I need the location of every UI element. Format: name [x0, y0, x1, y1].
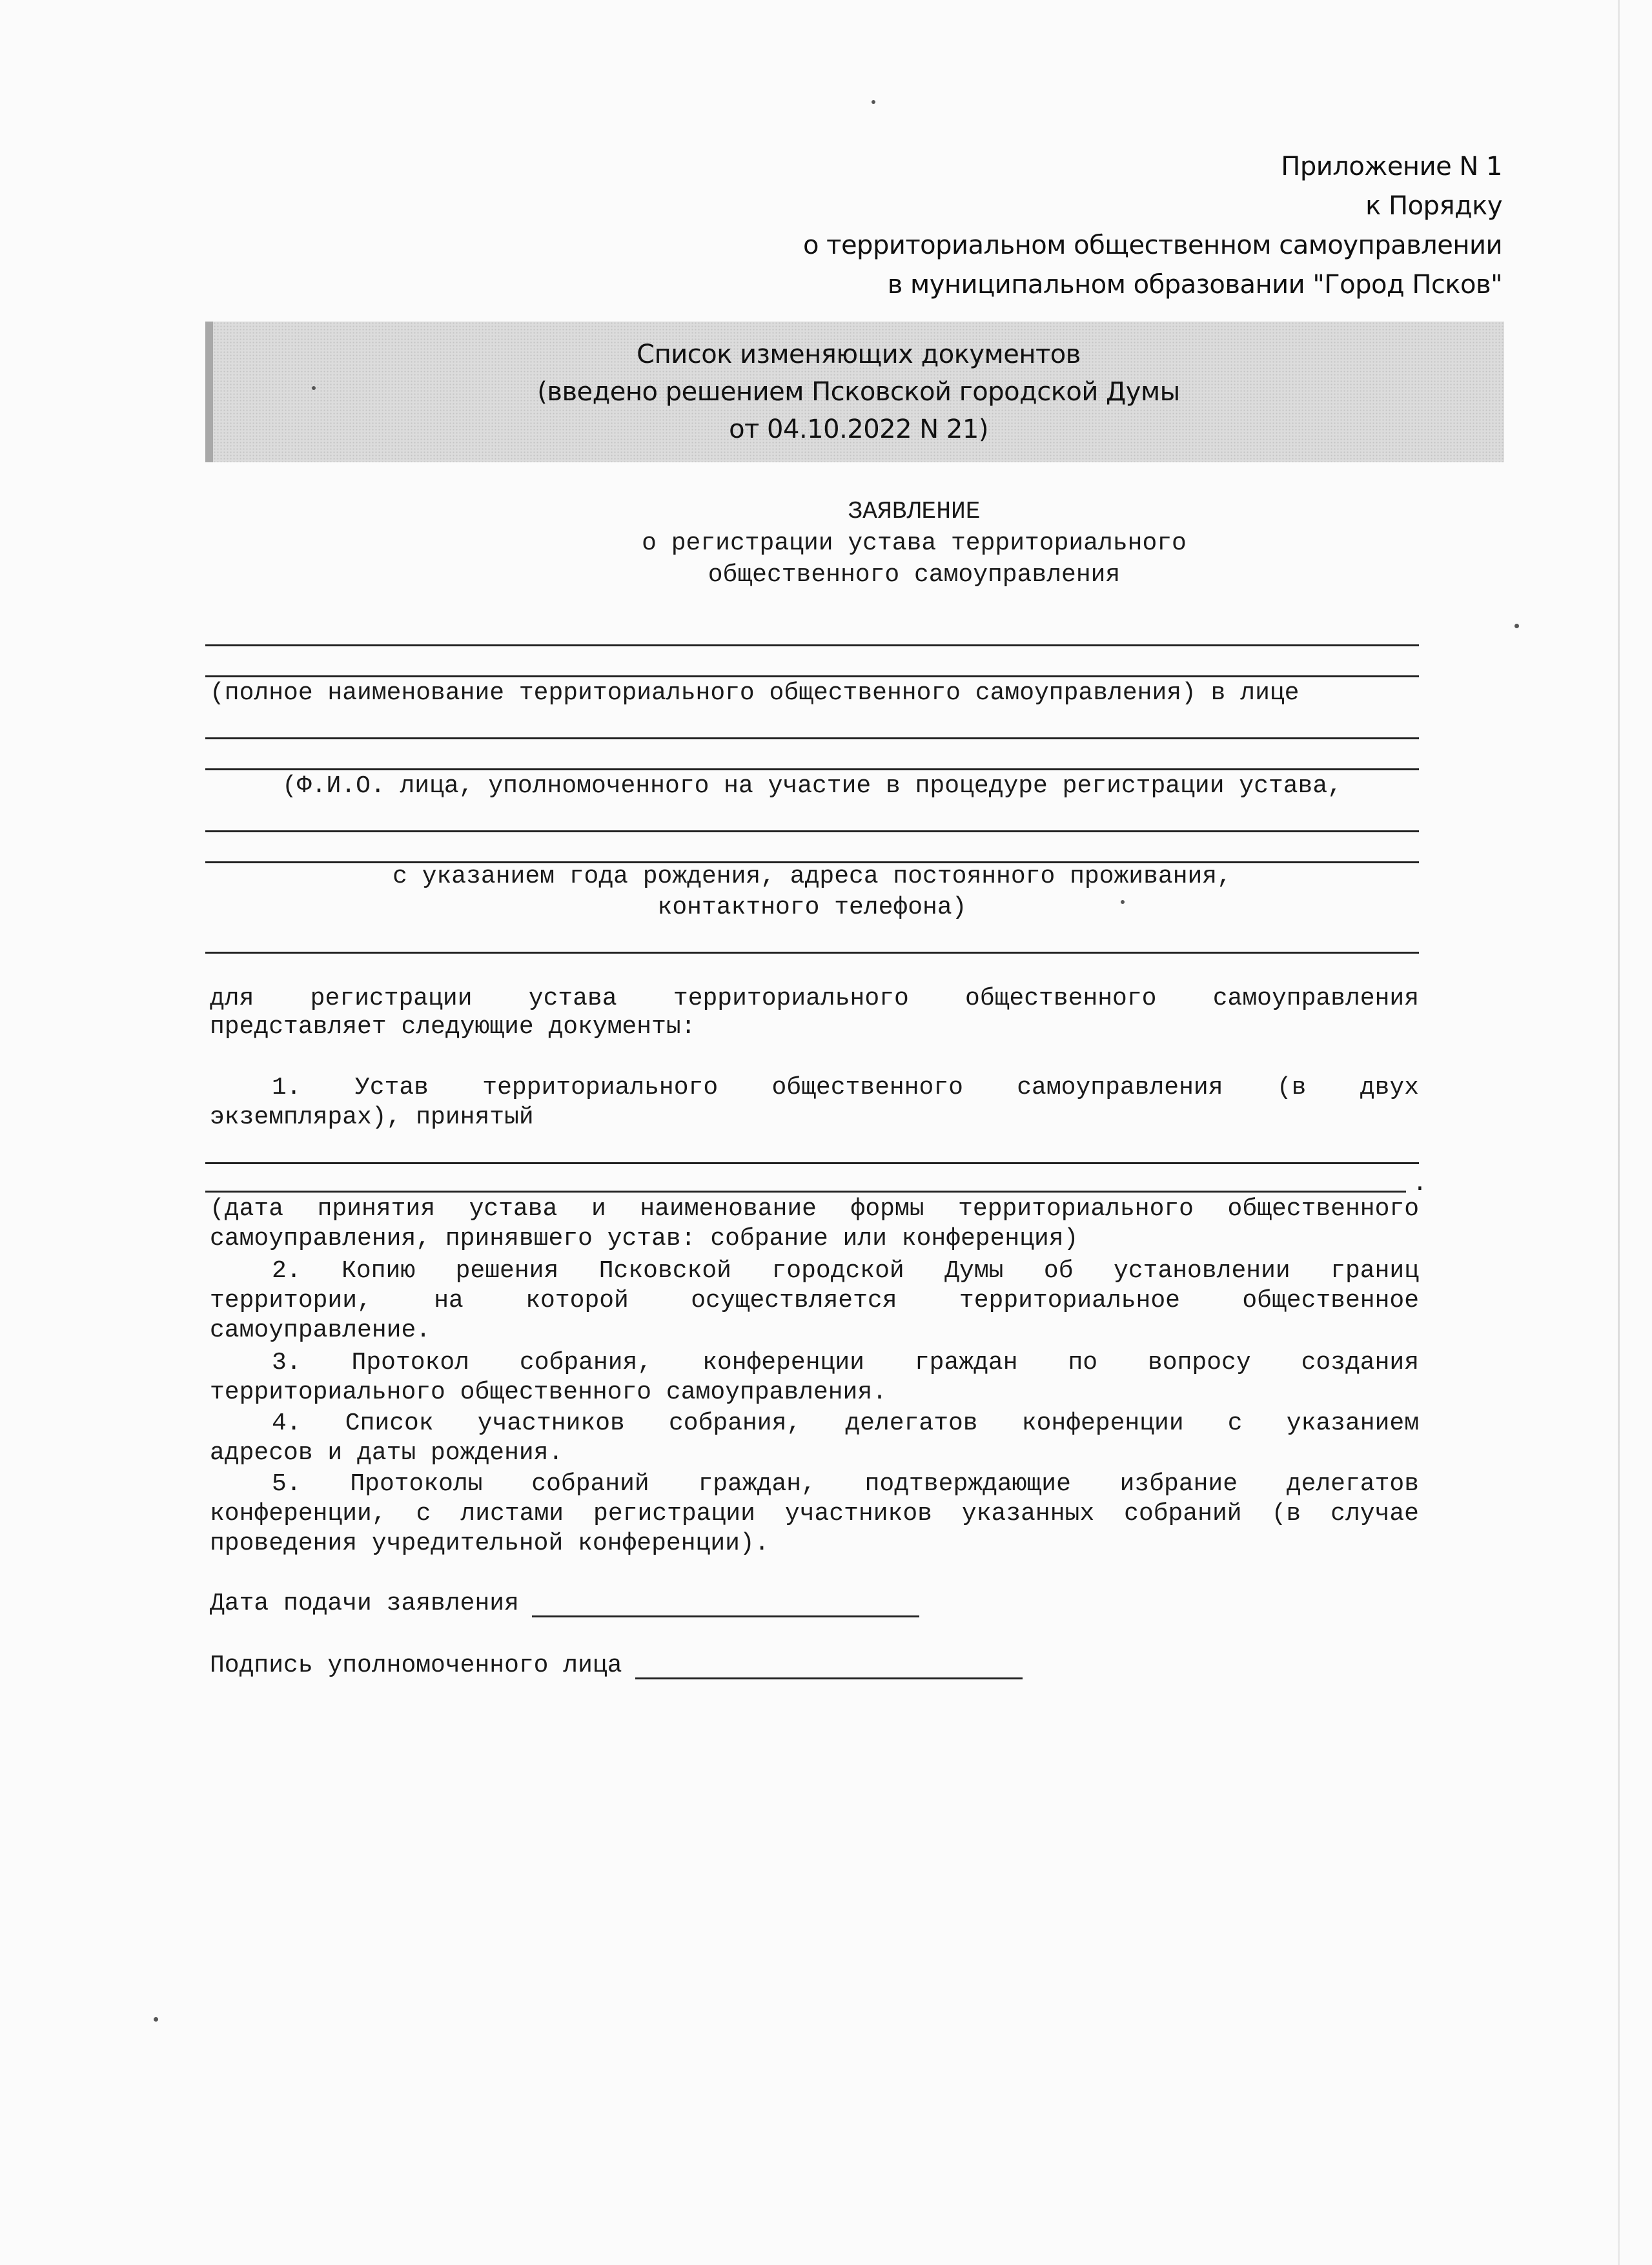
amendments-title: Список изменяющих документов — [637, 340, 1081, 369]
scan-speck — [872, 100, 875, 104]
amendments-date: от 04.10.2022 N 21) — [729, 415, 988, 444]
item-1-adopted-line-1[interactable] — [205, 1162, 1419, 1164]
item-4-line-2: адресов и даты рождения. — [210, 1439, 564, 1467]
scan-speck — [1514, 624, 1519, 628]
item-4-line-1: 4. Список участников собрания, делегатов конференции с указанием — [272, 1409, 1419, 1437]
title-heading: ЗАЯВЛЕНИЕ — [848, 498, 981, 526]
item-3-line-2: территориального общественного самоуправления. — [210, 1378, 887, 1406]
scan-speck — [312, 386, 316, 390]
date-field[interactable] — [532, 1590, 919, 1617]
date-row — [210, 1590, 919, 1617]
appendix-municipality: в муниципальном образовании "Город Псков" — [887, 270, 1502, 300]
tos-name-line-1[interactable] — [205, 644, 1419, 646]
item-1-caption-2: самоуправления, принявшего устав: собрание или конференция) — [210, 1225, 1079, 1253]
tos-name-line-2[interactable] — [205, 675, 1419, 677]
item-5-line-2: конференции, с листами регистрации участников указанных собраний (в случае — [210, 1500, 1419, 1528]
signature-label: Подпись уполномоченного лица — [210, 1652, 622, 1679]
page-edge — [1618, 0, 1620, 2265]
item-1-adopted-line-2[interactable] — [205, 1191, 1406, 1193]
item-1-period: . — [1412, 1170, 1427, 1198]
document-title — [205, 496, 1623, 591]
signature-field[interactable] — [635, 1652, 1023, 1679]
item-1-line-1: 1. Устав территориального общественного самоуправления (в двух — [272, 1074, 1419, 1102]
scan-speck — [154, 2017, 158, 2022]
intro-line-1: для регистрации устава территориального общественного самоуправления — [210, 985, 1419, 1012]
item-2-line-2: территории, на которой осуществляется территориальное общественное — [210, 1287, 1419, 1315]
person-caption-1: (Ф.И.О. лица, уполномоченного на участие в процедуре регистрации устава, — [282, 772, 1342, 800]
item-5-line-3: проведения учредительной конференции). — [210, 1530, 770, 1557]
person-caption-2: с указанием года рождения, адреса постоянного проживания, — [393, 863, 1232, 890]
scan-speck — [1121, 900, 1125, 904]
person-line-3[interactable] — [205, 830, 1419, 832]
appendix-order: к Порядку — [1365, 191, 1502, 221]
tos-name-caption: (полное наименование территориального общественного самоуправления) в лице — [210, 679, 1300, 707]
person-line-2[interactable] — [205, 768, 1419, 770]
item-3-line-1: 3. Протокол собрания, конференции граждан по вопросу создания — [272, 1349, 1419, 1377]
appendix-number: Приложение N 1 — [1281, 152, 1502, 181]
person-line-1[interactable] — [205, 737, 1419, 739]
appendix-subject: о территориальном общественном самоуправлении — [802, 231, 1502, 260]
appendix-header — [534, 147, 1502, 305]
person-caption-3: контактного телефона) — [657, 894, 967, 921]
item-5-line-1: 5. Протоколы собраний граждан, подтверждающие избрание делегатов — [272, 1470, 1419, 1498]
title-subject-1: о регистрации устава территориального — [642, 529, 1187, 557]
item-1-line-2: экземплярах), принятый — [210, 1103, 534, 1131]
item-2-line-3: самоуправление. — [210, 1317, 431, 1344]
person-line-5[interactable] — [205, 952, 1419, 954]
amendments-box — [205, 322, 1504, 462]
amendments-decision: (введено решением Псковской городской Думы — [537, 377, 1180, 407]
title-subject-2: общественного самоуправления — [708, 561, 1121, 589]
date-label: Дата подачи заявления — [210, 1590, 519, 1617]
item-1-caption-1: (дата принятия устава и наименование формы территориального общественного — [210, 1195, 1419, 1223]
item-2-line-1: 2. Копию решения Псковской городской Думы об установлении границ — [272, 1257, 1419, 1285]
intro-line-2: представляет следующие документы: — [210, 1013, 696, 1041]
signature-row — [210, 1652, 1023, 1679]
